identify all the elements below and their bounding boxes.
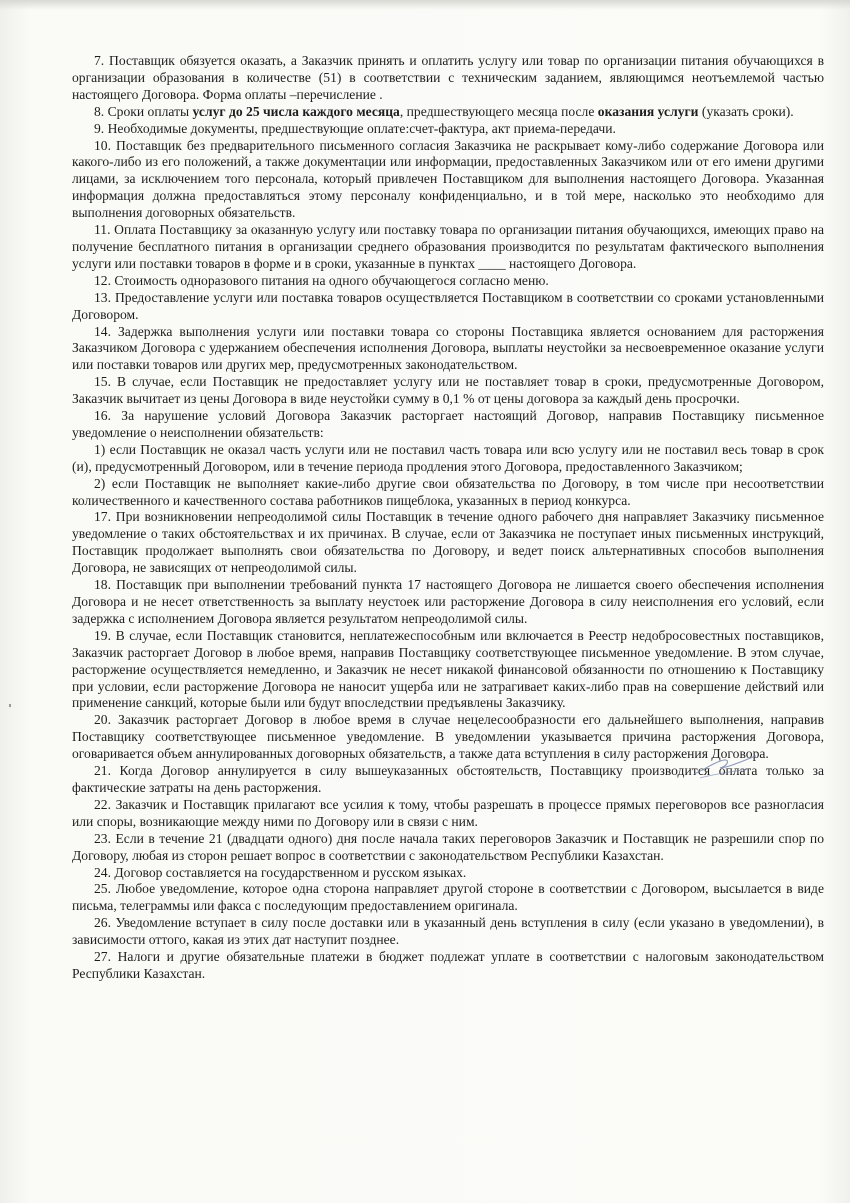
contract-text [72, 53, 824, 983]
clause-12: 12. Стоимость одноразового питания на одного обучающегося согласно меню. [94, 272, 549, 288]
clause-25: 25. Любое уведомление, которое одна сторона направляет другой стороне в соответствии с Договором, высылается в виде письма, телеграммы или факса с последующим предоставлением оригинала. [72, 881, 824, 914]
clause-10: 10. Поставщик без предварительного письменного согласия Заказчика не раскрывает кому-либо содержание Договора или какого-либо из его положений, а также документации или информации, предоставленных Заказчиком или от его имени другими лицами, за исключением того персонала, который привлечен Поставщиком для выполнения настоящего Договора. Указанная информация должна предоставляться этому персоналу конфиденциально, и в той мере, насколько это необходимо для выполнения договорных обязательств. [72, 137, 824, 221]
clause-14: 14. Задержка выполнения услуги или поставки товара со стороны Поставщика является основанием для расторжения Заказчиком Договора с удержанием обеспечения исполнения Договора, выплаты неустойки за несвоевременное оказание услуги или поставки товаров или других мер, предусмотренных законодательством. [72, 323, 824, 373]
scan-top-shadow [0, 0, 850, 10]
clause-11: 11. Оплата Поставщику за оказанную услугу или поставку товара по организации питания обучающихся, имеющих право на получение бесплатного питания в организации среднего образования производится по результатам фактического выполнения услуги или поставки товаров в форме и в сроки, указанные в пунктах ____ настоящего Договора. [72, 222, 824, 271]
clause-19: 19. В случае, если Поставщик становится, неплатежеспособным или включается в Реестр недобросовестных поставщиков, Заказчик расторгает Договор в любое время, направив Поставщику соответствующее письменное уведомление. В этом случае, расторжение осуществляется немедленно, и Заказчик не несет никакой финансовой обязанности по отношению к Поставщику при условии, если расторжение Договора не наносит ущерба или не затрагивает каких-либо прав на совершение действий или применение санкций, которые были или будут впоследствии предъявлены Заказчику. [72, 627, 824, 711]
clause-7: 7. Поставщик обязуется оказать, а Заказчик принять и оплатить услугу или товар по организации питания обучающихся в организации образования в количестве (51) в соответствии с техническим заданием, являющимся неотъемлемой частью настоящего Договора. Форма оплаты –перечисление . [72, 53, 824, 102]
clause-16: 16. За нарушение условий Договора Заказчик расторгает настоящий Договор, направив Поставщику письменное уведомление о неисполнении обязательств: [72, 408, 824, 440]
clause-21: 21. Когда Договор аннулируется в силу вышеуказанных обстоятельств, Поставщику производится оплата только за фактические затраты на день расторжения. [72, 763, 824, 795]
clause-13: 13. Предоставление услуги или поставка товаров осуществляется Поставщиком в соответствии со сроками установленными Договором. [72, 289, 824, 322]
clause-20: 20. Заказчик расторгает Договор в любое время в случае нецелесообразности его дальнейшего выполнения, направив Поставщику соответствующее письменное уведомление. В уведомлении указывается причина расторжения Договора, оговаривается объем аннулированных договорных обязательств, а также дата вступления в силу расторжения Договора. [72, 712, 824, 762]
clause-27: 27. Налоги и другие обязательные платежи в бюджет подлежат уплате в соответствии с налоговым законодательством Республики Казахстан. [72, 949, 824, 981]
clause-8-text-3: (указать сроки). [698, 103, 794, 119]
clause-22: 22. Заказчик и Поставщик прилагают все усилия к тому, чтобы разрешать в процессе прямых переговоров все разногласия или споры, возникающие между ними по Договору или в связи с ним. [72, 796, 824, 829]
clause-16-item-1: 1) если Поставщик не оказал часть услуги или не поставил часть товара или всю услугу или не поставил весь товар в срок (и), предусмотренный Договором, или в течение периода продления этого Договора, предоставленного Заказчиком; [72, 441, 824, 474]
clause-8-bold-term: услуг до 25 числа каждого месяца [192, 103, 400, 119]
clause-9: 9. Необходимые документы, предшествующие оплате:счет-фактура, акт приема-передачи. [94, 120, 616, 136]
clause-23: 23. Если в течение 21 (двадцати одного) дня после начала таких переговоров Заказчик и Поставщик не разрешили спор по Договору, любая из сторон решает вопрос в соответствии с законодательством Республики Казахстан. [72, 830, 824, 863]
clause-17: 17. При возникновении непреодолимой силы Поставщик в течение одного рабочего дня направляет Заказчику письменное уведомление о таких обстоятельствах и их причинах. В случае, если от Заказчика не поступает иных письменных инструкций, Поставщик продолжает выполнять свои обязательства по Договору, и ведет поиск альтернативных способов выполнения Договора, не зависящих от непреодолимой силы. [72, 509, 824, 576]
handwritten-signature [690, 752, 760, 782]
clause-8-text: 8. Сроки оплаты [94, 103, 193, 119]
clause-24: 24. Договор составляется на государственном и русском языках. [94, 864, 467, 880]
clause-8-bold-service: оказания услуги [597, 103, 699, 119]
clause-26: 26. Уведомление вступает в силу после доставки или в указанный день вступления в силу (если указано в уведомлении), в зависимости оттого, какая из этих дат наступит позднее. [72, 915, 824, 948]
scan-mark [9, 704, 11, 707]
clause-8-text-2: , предшествующего месяца после [399, 103, 598, 119]
clause-15: 15. В случае, если Поставщик не предоставляет услугу или не поставляет товар в сроки, предусмотренные Договором, Заказчик вычитает из цены Договора в виде неустойки сумму в 0,1 % от цены договора за каждый день просрочки. [72, 374, 824, 407]
clause-18: 18. Поставщик при выполнении требований пункта 17 настоящего Договора не лишается своего обеспечения исполнения Договора и не несет ответственность за выплату неустоек или расторжение Договора в силу неисполнения его условий, если задержка с исполнением Договора является результатом непреодолимой силы. [72, 577, 824, 626]
clause-8 [72, 104, 824, 121]
clause-16-item-2: 2) если Поставщик не выполняет какие-либо другие свои обязательства по Договору, в том числе при несоответствии количественного и качественного состава работников пищеблока, указанных в период конкурса. [72, 475, 824, 508]
